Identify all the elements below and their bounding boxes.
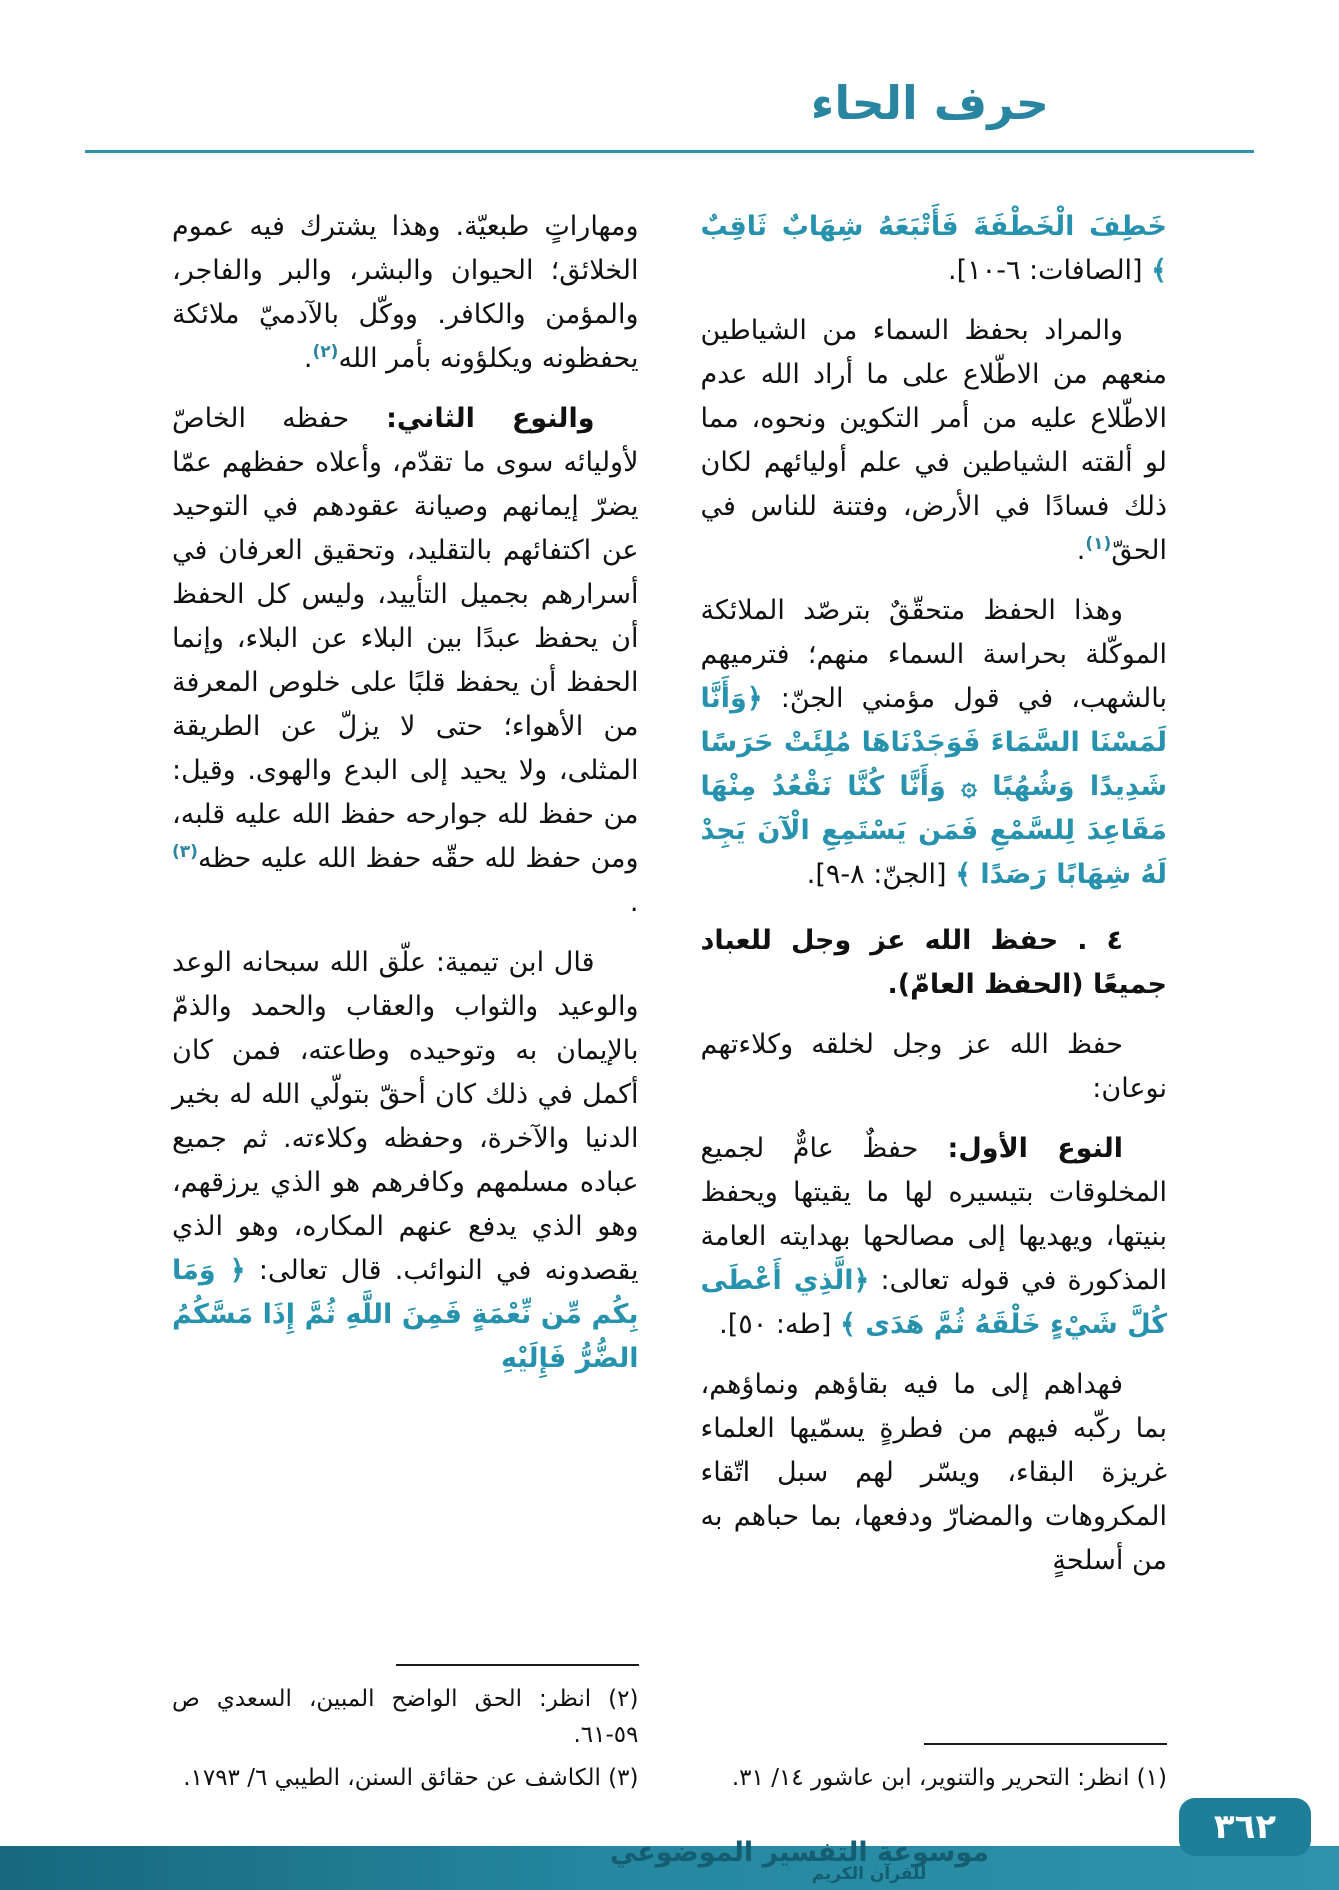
paragraph-text: وهذا الحفظ متحقّقٌ بترصّد الملائكة الموكّلة بحراسة السماء منهم؛ فترميهم بالشهب، في قول مؤمني الجنّ:: [700, 595, 1167, 714]
footnotes-right: [701, 1743, 1168, 1805]
paragraph: فهداهم إلى ما فيه بقاؤهم ونماؤهم، بما ركّبه فيهم من فطرةٍ يسمّيها العلماء غريزة البقاء، ويسّر لهم سبل اتّقاء المكروهات والمضارّ ودفعها، بما حباهم به من أسلحةٍ: [700, 1369, 1167, 1576]
paragraph: [172, 941, 639, 1381]
paragraph-text: ومهاراتٍ طبعيّة. وهذا يشترك فيه عموم الخلائق؛ الحيوان والبشر، والبر والفاجر، والمؤمن والكافر. ووكّل بالآدميّ ملائكة يحفظونه ويكلؤونه بأمر الله: [172, 211, 639, 374]
paragraph: [701, 1127, 1168, 1347]
paragraph-text: قال ابن تيمية: علّق الله سبحانه الوعد والوعيد والثواب والعقاب والحمد والذمّ بالإيمان به وتوحيده وطاعته، فمن كان أكمل في ذلك كان أحقّ بتولّي الله له بخير الدنيا والآخرة، وحفظه وكلاءته. ثم جميع عباده مسلمهم وكافرهم هو الذي يرزقهم، وهو الذي يدفع عنهم المكاره، وهو الذي يقصدونه في النوائب. قال تعالى:: [172, 947, 639, 1286]
quran-verse: ﴿ وَمَا بِكُم مِّن نِّعْمَةٍ فَمِنَ اللَّهِ ثُمَّ إِذَا مَسَّكُمُ الضُّرُّ فَإِلَيْهِ: [172, 1255, 639, 1374]
quran-verse: ﴿الَّذِي أَعْطَى كُلَّ شَيْءٍ خَلْقَهُ ثُمَّ هَدَى ﴾: [700, 1265, 1167, 1340]
footnote-marker: (٣): [172, 842, 198, 862]
verse-reference: [الصافات: ٦-١٠].: [948, 255, 1152, 286]
footnote: (٢) انظر: الحق الواضح المبين، السعدي ص ٥٩-٦١.: [172, 1686, 639, 1748]
quran-verse: ﴿وَأَنَّا لَمَسْنَا السَّمَاءَ فَوَجَدْنَاهَا مُلِئَتْ حَرَسًا شَدِيدًا وَشُهُبًا ۞ وَأَنَّا كُنَّا نَقْعُدُ مِنْهَا مَقَاعِدَ لِلسَّمْعِ فَمَن يَسْتَمِعِ الْآنَ يَجِدْ لَهُ شِهَابًا رَصَدًا ﴾: [700, 683, 1167, 890]
footnote: (١) انظر: التحرير والتنوير، ابن عاشور ١٤/ ٣١.: [731, 1765, 1167, 1792]
publisher-logo-title: موسوعة التفسير الموضوعي: [609, 1837, 989, 1868]
header-divider: [85, 150, 1254, 153]
footnote-separator: [924, 1743, 1167, 1745]
text-columns: [172, 205, 1167, 1805]
footnote-marker: (١): [1085, 534, 1112, 554]
paragraph-lead-label: والنوع الثاني:: [349, 403, 595, 434]
paragraph-text: .: [303, 343, 313, 374]
footnote: (٣) الكاشف عن حقائق السنن، الطيبي ٦/ ١٧٩٣.: [183, 1765, 639, 1792]
paragraph-text: .: [1076, 535, 1086, 566]
publisher-logo-subtitle: للقرآن الكريم: [811, 1864, 927, 1884]
paragraph: [172, 205, 639, 381]
chapter-header-title: حرف الحاء: [810, 76, 1049, 130]
paragraph: [701, 309, 1168, 573]
publisher-logo: [609, 1837, 989, 1884]
paragraph-text: .: [629, 887, 639, 918]
verse-reference: [الجنّ: ٨-٩].: [806, 859, 956, 890]
paragraph-text: والمراد بحفظ السماء من الشياطين منعهم من الاطّلاع على ما أراد الله عدم الاطّلاع عليه من أمر التكوين ونحوه، مما لو ألقته الشياطين في علم أوليائهم لكان ذلك فسادًا في الأرض، وفتنة للناس في الحقّ: [700, 315, 1167, 566]
column-right: [701, 205, 1168, 1805]
verse-opening-block: [701, 205, 1168, 293]
paragraph: حفظ الله عز وجل لخلقه وكلاءتهم نوعان:: [700, 1029, 1167, 1104]
section-heading: ٤ . حفظ الله عز وجل للعباد جميعًا (الحفظ العامّ).: [700, 925, 1167, 1000]
paragraph-lead-label: النوع الأول:: [918, 1133, 1123, 1164]
footnotes-left: [172, 1664, 639, 1805]
paragraph-text: حفظٌ عامٌّ لجميع المخلوقات بتيسيره لها ما يقيتها ويحفظ بنيتها، ويهديها إلى مصالحها بهدايته العامة المذكورة في قوله تعالى:: [700, 1133, 1167, 1296]
paragraph-text: حفظه الخاصّ لأوليائه سوى ما تقدّم، وأعلاه حفظهم عمّا يضرّ إيمانهم وصيانة عقودهم في التوحيد عن اكتفائهم بالتقليد، وتحقيق العرفان في أسرارهم بجميل التأييد، وليس كل الحفظ أن يحفظ عبدًا بين البلاء عن البلاء، وإنما الحفظ أن يحفظ قلبًا على خلوص المعرفة من الأهواء؛ حتى لا يزلّ عن الطريقة المثلى، ولا يحيد إلى البدع والهوى. وقيل: من حفظ لله جوارحه حفظ الله عليه قلبه، ومن حفظ لله حقّه حفظ الله عليه حظه: [172, 403, 639, 874]
column-left: [172, 205, 639, 1805]
footnote-separator: [396, 1664, 639, 1666]
verse-reference: [طه: ٥٠].: [719, 1309, 841, 1340]
page-number-badge: ٣٦٢: [1179, 1798, 1311, 1856]
quran-verse: خَطِفَ الْخَطْفَةَ فَأَتْبَعَهُ شِهَابٌ ثَاقِبٌ ﴾: [700, 211, 1167, 286]
paragraph: [701, 589, 1168, 897]
paragraph: [172, 397, 639, 925]
footnote-marker: (٢): [312, 342, 339, 362]
